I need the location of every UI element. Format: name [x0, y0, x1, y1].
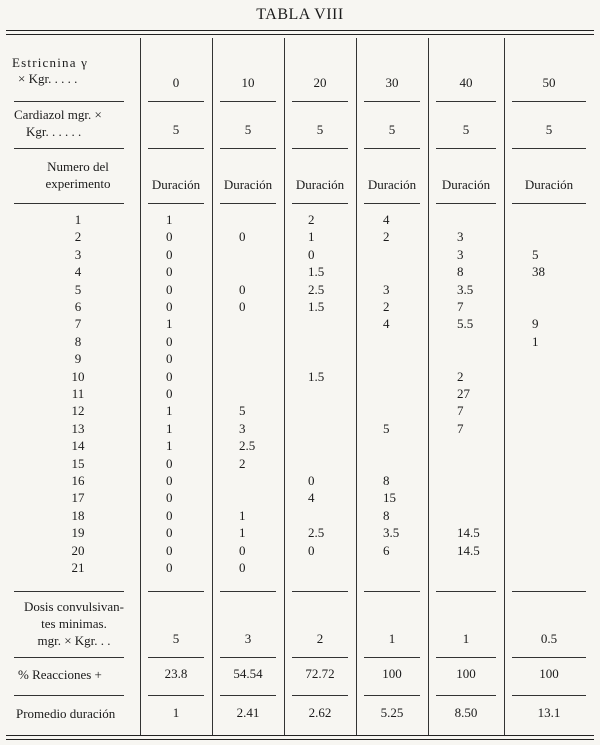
duration-value: 2 — [239, 455, 246, 471]
row-separator — [436, 591, 496, 592]
top-rule — [6, 30, 594, 31]
duration-value: 0 — [239, 560, 246, 575]
duration-value: 3 — [383, 281, 390, 297]
row-separator — [512, 695, 586, 696]
experiment-number: 12 — [71, 403, 85, 419]
duration-value: 2 — [383, 229, 390, 245]
duration-value: 0 — [166, 473, 173, 488]
cardiazol-dose-value: 5 — [172, 122, 180, 137]
row-separator — [512, 203, 586, 204]
duration-value: 1 — [166, 420, 173, 436]
duracion-header: Duración — [441, 177, 491, 192]
duration-value: 0 — [308, 473, 315, 488]
duration-value: 38 — [532, 264, 545, 280]
duration-value: 0 — [166, 368, 173, 384]
duration-value: 0 — [166, 455, 173, 471]
duration-value: 0 — [166, 560, 173, 575]
duration-value: 8 — [383, 473, 390, 488]
estricnina-dose-value: 20 — [313, 75, 327, 90]
row-separator — [436, 101, 496, 102]
bottom-rule-2 — [6, 739, 594, 740]
cardiazol-dose-value: 5 — [316, 122, 324, 137]
row-separator — [220, 695, 276, 696]
duration-value: 2 — [383, 299, 390, 314]
duration-value: 3 — [457, 229, 464, 245]
duration-value: 27 — [457, 386, 470, 401]
experiment-number: 4 — [74, 264, 82, 280]
duration-value: 7 — [457, 420, 464, 436]
reacciones-label: % Reacciones + — [18, 667, 102, 682]
duration-value: 0 — [239, 281, 246, 297]
duration-value: 0 — [239, 229, 246, 245]
bottom-rule — [6, 735, 594, 736]
experimento-label-2: experimento — [45, 176, 111, 191]
row-separator — [364, 203, 420, 204]
experiment-number: 13 — [71, 420, 85, 436]
experiment-number: 14 — [71, 438, 85, 454]
experiment-number: 11 — [71, 386, 85, 401]
duration-value: 7 — [457, 299, 464, 314]
duration-value: 1 — [166, 316, 173, 332]
duration-value: 0 — [166, 299, 173, 314]
duration-value: 8 — [383, 507, 390, 523]
experiment-number: 18 — [71, 507, 85, 523]
row-separator — [148, 591, 204, 592]
duration-value: 0 — [308, 542, 315, 558]
duration-value: 5 — [383, 420, 390, 436]
estricnina-dose-value: 10 — [241, 75, 255, 90]
duration-value: 3.5 — [383, 525, 400, 541]
duration-value: 0 — [308, 246, 315, 262]
dosis-value: 3 — [244, 631, 252, 646]
reacciones-value: 100 — [456, 666, 476, 681]
duration-value: 4 — [383, 316, 390, 332]
duration-value: 1.5 — [308, 264, 325, 280]
duration-value: 7 — [457, 403, 464, 419]
promedio-value: 5.25 — [380, 705, 404, 720]
duracion-header: Duración — [524, 177, 574, 192]
row-separator — [292, 148, 348, 149]
duration-value: 5.5 — [457, 316, 474, 332]
experiment-number: 5 — [74, 281, 82, 297]
dosis-value: 5 — [172, 631, 180, 646]
row-separator — [364, 101, 420, 102]
duration-value: 2.5 — [239, 438, 256, 454]
row-separator — [512, 657, 586, 658]
row-separator — [364, 591, 420, 592]
row-separator — [436, 657, 496, 658]
row-separator — [14, 695, 124, 696]
duration-value: 0 — [166, 386, 173, 401]
row-separator — [364, 695, 420, 696]
row-separator — [148, 101, 204, 102]
row-separator — [220, 657, 276, 658]
dosis-value: 0.5 — [540, 631, 558, 646]
duration-value: 1 — [239, 507, 246, 523]
row-separator — [14, 148, 124, 149]
promedio-value: 1 — [172, 705, 180, 720]
duration-value: 3.5 — [457, 281, 474, 297]
duration-value: 1.5 — [308, 299, 325, 314]
duration-value: 0 — [239, 542, 246, 558]
row-separator — [292, 695, 348, 696]
experiment-number: 9 — [74, 351, 82, 367]
promedio-value: 2.62 — [308, 705, 332, 720]
duration-value: 1 — [239, 525, 246, 541]
experiment-number: 20 — [71, 542, 85, 558]
row-separator — [14, 203, 124, 204]
duration-value: 1 — [532, 333, 539, 349]
duration-value: 0 — [166, 281, 173, 297]
row-separator — [14, 591, 124, 592]
table-title: TABLA VIII — [256, 6, 344, 23]
row-separator — [512, 591, 586, 592]
estricnina-label: Estricnina γ — [12, 55, 89, 70]
experimento-label: Numero del — [47, 159, 109, 174]
row-separator — [292, 203, 348, 204]
experiment-number: 1 — [74, 212, 82, 227]
top-rule-2 — [6, 34, 594, 35]
promedio-label: Promedio duración — [16, 706, 116, 721]
duration-value: 2.5 — [308, 525, 325, 541]
duration-value: 1 — [166, 403, 173, 419]
duration-value: 6 — [383, 542, 390, 558]
row-separator — [364, 148, 420, 149]
row-separator — [220, 101, 276, 102]
duration-value: 3 — [239, 420, 246, 436]
promedio-value: 2.41 — [236, 705, 260, 720]
dosis-value: 1 — [462, 631, 470, 646]
row-separator — [14, 101, 124, 102]
row-separator — [148, 695, 204, 696]
duracion-header: Duración — [367, 177, 417, 192]
experiment-number: 17 — [71, 490, 85, 506]
duration-value: 3 — [457, 246, 464, 262]
duration-value: 0 — [166, 542, 173, 558]
estricnina-dose-value: 30 — [385, 75, 399, 90]
duration-value: 0 — [166, 507, 173, 523]
dosis-value: 2 — [316, 631, 324, 646]
experiment-number: 6 — [74, 299, 82, 314]
duration-value: 0 — [166, 525, 173, 541]
row-separator — [148, 148, 204, 149]
row-separator — [220, 591, 276, 592]
experiment-number: 7 — [74, 316, 82, 332]
row-separator — [148, 203, 204, 204]
dosis-label: mgr. × Kgr. . . — [37, 633, 111, 648]
duration-value: 2 — [308, 212, 315, 227]
duration-value: 1.5 — [308, 368, 325, 384]
duration-value: 14.5 — [457, 542, 480, 558]
duration-value: 4 — [308, 490, 315, 506]
cardiazol-dose-value: 5 — [545, 122, 553, 137]
row-separator — [436, 203, 496, 204]
reacciones-value: 54.54 — [233, 666, 263, 681]
duration-value: 5 — [239, 403, 246, 419]
duracion-header: Duración — [223, 177, 273, 192]
reacciones-value: 23.8 — [164, 666, 188, 681]
dosis-label: Dosis convulsivan- — [23, 599, 125, 614]
cardiazol-label: Cardiazol mgr. × — [14, 107, 102, 122]
duration-value: 4 — [383, 212, 390, 227]
reacciones-value: 100 — [382, 666, 402, 681]
experiment-number: 2 — [74, 229, 82, 245]
duration-value: 0 — [166, 333, 173, 349]
duration-value: 1 — [166, 438, 173, 454]
duration-value: 2 — [457, 368, 464, 384]
reacciones-value: 100 — [539, 666, 559, 681]
promedio-value: 13.1 — [537, 705, 561, 720]
promedio-value: 8.50 — [454, 705, 478, 720]
row-separator — [14, 657, 124, 658]
row-separator — [292, 591, 348, 592]
duration-value: 9 — [532, 316, 539, 332]
duration-value: 0 — [239, 299, 246, 314]
experiment-number: 19 — [71, 525, 85, 541]
cardiazol-dose-value: 5 — [462, 122, 470, 137]
row-separator — [292, 657, 348, 658]
duracion-header: Duración — [151, 177, 201, 192]
duration-value: 2.5 — [308, 281, 325, 297]
row-separator — [436, 148, 496, 149]
estricnina-dose-value: 50 — [542, 75, 556, 90]
duration-value: 0 — [166, 246, 173, 262]
duration-value: 5 — [532, 246, 539, 262]
duration-value: 0 — [166, 229, 173, 245]
duration-value: 0 — [166, 490, 173, 506]
dosis-label: tes minimas. — [41, 616, 107, 631]
duration-value: 15 — [383, 490, 396, 506]
row-separator — [364, 657, 420, 658]
experiment-number: 15 — [71, 455, 85, 471]
duration-value: 0 — [166, 351, 173, 367]
experiment-number: 8 — [74, 333, 82, 349]
duration-value: 0 — [166, 264, 173, 280]
row-separator — [512, 101, 586, 102]
cardiazol-dose-value: 5 — [244, 122, 252, 137]
cardiazol-unit: Kgr. . . . . . — [26, 124, 82, 139]
experiment-number: 3 — [74, 246, 82, 262]
row-separator — [512, 148, 586, 149]
dosis-value: 1 — [388, 631, 396, 646]
estricnina-dose-value: 40 — [459, 75, 473, 90]
experiment-number: 16 — [71, 473, 85, 488]
row-separator — [220, 203, 276, 204]
experiment-number: 21 — [71, 560, 85, 575]
duracion-header: Duración — [295, 177, 345, 192]
duration-value: 8 — [457, 264, 464, 280]
row-separator — [148, 657, 204, 658]
estricnina-dose-value: 0 — [172, 75, 180, 90]
experiment-number: 10 — [71, 368, 85, 384]
duration-value: 14.5 — [457, 525, 480, 541]
row-separator — [292, 101, 348, 102]
cardiazol-dose-value: 5 — [388, 122, 396, 137]
estricnina-unit: × Kgr. . . . . — [18, 71, 78, 86]
reacciones-value: 72.72 — [305, 666, 335, 681]
duration-value: 1 — [166, 212, 173, 227]
row-separator — [436, 695, 496, 696]
duration-value: 1 — [308, 229, 315, 245]
row-separator — [220, 148, 276, 149]
